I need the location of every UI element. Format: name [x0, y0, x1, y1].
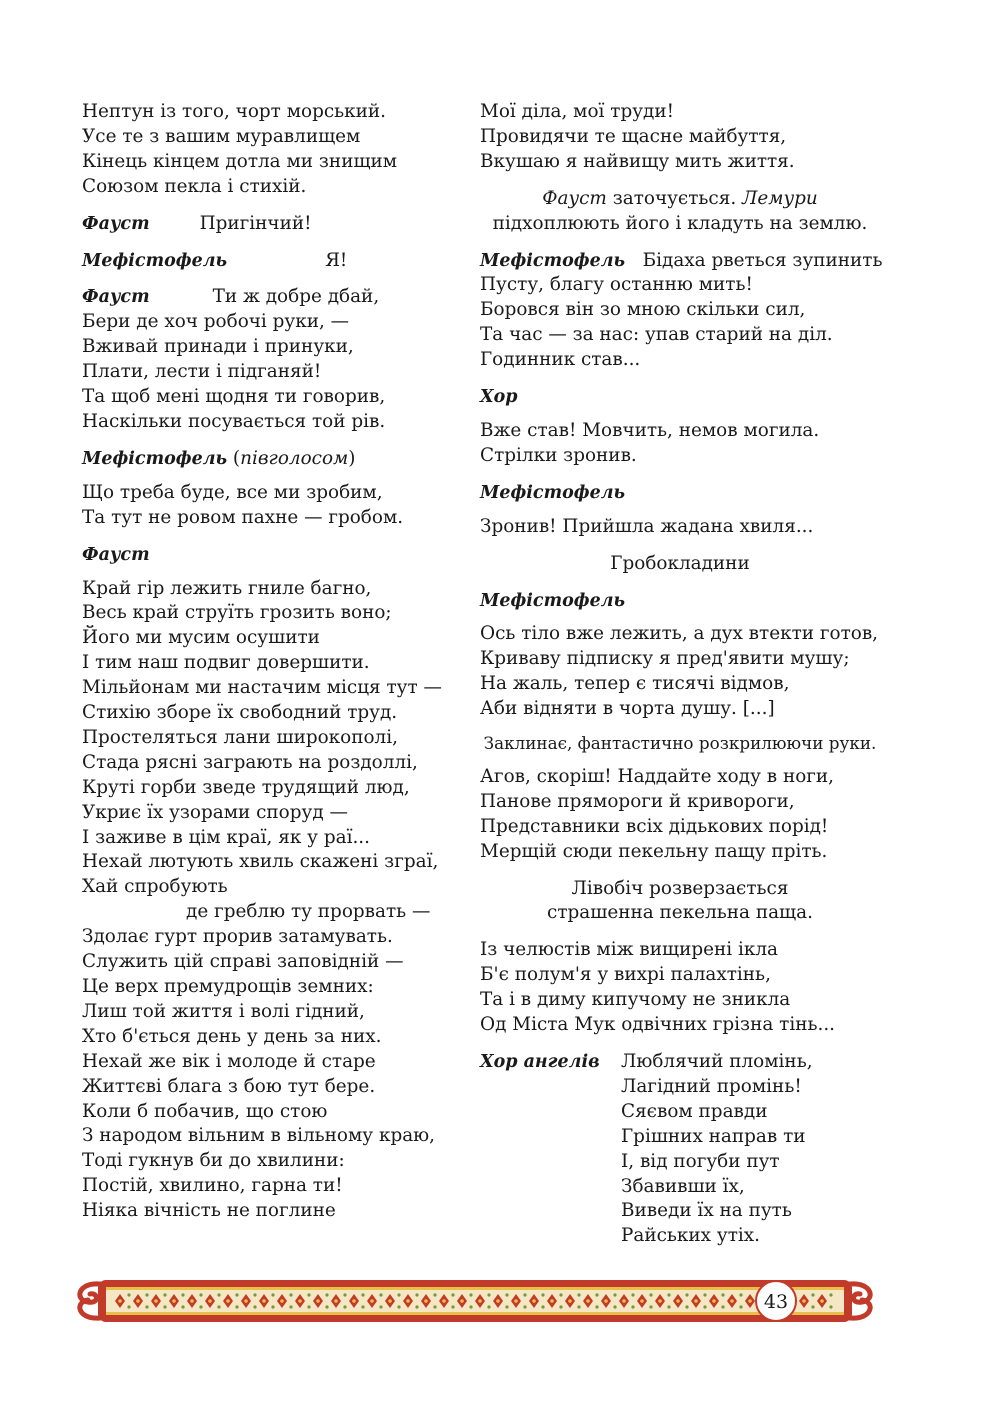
verse-line: Збавивши їх, [621, 1175, 745, 1197]
verse-line: Коли б побачив, що стою [82, 1100, 328, 1122]
speaker-name: Мефістофель [480, 250, 626, 271]
verse-line: Мої діла, мої труди! [480, 101, 675, 122]
verse-line: Життєві блага з бою тут бере. [82, 1075, 376, 1097]
verse-line: Зронив! Прийшла жадана хвиля... [480, 515, 814, 537]
verse-line: Наскільки посувається той рів. [82, 410, 386, 432]
stage-direction: Лівобіч розверзається [571, 877, 789, 899]
verse-line: Панове прямороги й кривороги, [480, 790, 795, 812]
verse-line: Криваву підписку я пред'явити мушу; [480, 648, 850, 670]
verse-line: На жаль, тепер є тисячі відмов, [480, 673, 790, 695]
speech-line [82, 285, 442, 310]
verse-line: Із челюстів між вищирені ікла [480, 939, 779, 961]
verse-line: Та і в диму кипучому не зникла [480, 989, 791, 1011]
speaker-name: Мефістофель [480, 482, 626, 503]
page-number: 43 [763, 1291, 789, 1313]
verse-line: Ось тіло вже лежить, а дух втекти готов, [480, 623, 879, 645]
speech-line [82, 212, 442, 237]
speech-line [480, 249, 883, 274]
left-column [82, 100, 442, 1224]
verse-line: Стада рясні заграють на роздоллі, [82, 751, 418, 773]
verse-line: Служить цій справі заповідній — [82, 951, 404, 973]
speech-line [82, 249, 442, 274]
folk-ornament-band [70, 1270, 880, 1332]
speaker-name: Мефістофель [480, 590, 626, 611]
verse-line: Виведи їх на путь [621, 1200, 792, 1222]
speaker-name: Фауст [82, 213, 150, 234]
verse-line: Стрілки зронив. [480, 444, 637, 466]
verse-line: Постій, хвилино, гарна ти! [82, 1175, 343, 1197]
stage-direction: страшенна пекельна паща. [547, 902, 813, 924]
right-scroll-ornament [850, 1284, 870, 1318]
verse-line: Простеляться лани широкополі, [82, 726, 398, 748]
stage-direction: підхоплюють його і кладуть на землю. [492, 212, 868, 234]
stage-direction: Фауст заточується. Лемури [542, 187, 818, 209]
verse-line: Вже став! Мовчить, немов могила. [480, 419, 820, 441]
speaker-name: Мефістофель [82, 250, 228, 271]
verse-line: Од Міста Мук одвічних грізна тінь... [480, 1014, 836, 1036]
verse-line: І, від погуби пут [621, 1150, 780, 1172]
verse-text: Ти ж добре дбай, [212, 286, 380, 308]
verse-line: Представники всіх дідькових порід! [480, 815, 829, 837]
verse-line: Нехай же вік і молоде й старе [82, 1050, 376, 1072]
verse-line: Тоді гукнув би до хвилини: [82, 1150, 345, 1172]
verse-line: Здолає гурт прорив затамувать. [82, 926, 393, 948]
verse-line: Хай спробують [82, 876, 228, 898]
choir-block [480, 1050, 880, 1249]
verse-line: З народом вільним в вільному краю, [82, 1125, 436, 1147]
verse-line: Та щоб мені щодня ти говорив, [82, 386, 386, 408]
verse-line: Край гір лежить гниле багно, [82, 577, 372, 599]
verse-line: Усе те з вашим муравлищем [82, 125, 361, 147]
stage-direction: Заклинає, фантастично розкрилюючи руки. [483, 733, 877, 754]
verse-line: Люблячий пломінь, [621, 1051, 813, 1072]
verse-line: Ніяка вічність не поглине [82, 1200, 336, 1222]
left-scroll-ornament [80, 1284, 100, 1318]
verse-line: Лагідний промінь! [621, 1075, 802, 1097]
verse-line: Нехай лютують хвиль скажені зграї, [82, 851, 439, 873]
speaker-name: Хор ангелів [480, 1052, 600, 1072]
verse-line: де греблю ту прорвать — [186, 901, 431, 923]
speaker-name: Мефістофель [82, 448, 228, 469]
verse-line: Та тут не ровом пахне — гробом. [82, 506, 404, 528]
verse-text: Бідаха рветься зупинить [642, 249, 883, 271]
verse-line: Вживай принади і принуки, [82, 336, 354, 358]
verse-line: Грішних направ ти [621, 1125, 806, 1147]
verse-line: Це верх премудрощів земних: [82, 976, 374, 997]
verse-line: Сяєвом правди [621, 1100, 768, 1122]
verse-line: Мільйонам ми настачим місця тут — [82, 677, 442, 699]
speaker-name: Хор [480, 387, 518, 408]
verse-line: І заживе в цім краї, як у раї... [82, 826, 370, 848]
verse-line: Пусту, благу останню мить! [480, 274, 753, 296]
speaker-name: Фауст [82, 287, 150, 308]
verse-line: Союзом пекла і стихій. [82, 175, 307, 197]
verse-text: Пригінчий! [199, 212, 312, 234]
verse-line: Бери де хоч робочі руки, — [82, 311, 350, 333]
verse-line: Його ми мусим осушити [82, 627, 320, 649]
verse-line: Агов, скоріш! Наддайте ходу в ноги, [480, 765, 835, 787]
verse-line: Провидячи те щасне майбуття, [480, 125, 787, 147]
verse-line: Годинник став... [480, 349, 641, 371]
verse-line: Вкушаю я найвищу мить життя. [480, 150, 795, 172]
verse-line: Нептун із того, чорт морський. [82, 101, 387, 122]
verse-line: Мерщій сюди пекельну пащу пріть. [480, 840, 828, 862]
verse-line: Хто б'ється день у день за них. [82, 1025, 382, 1047]
verse-line: Аби відняти в чорта душу. [...] [480, 698, 775, 720]
verse-line: Райських утіх. [621, 1225, 760, 1247]
speaker-line: Мефістофель (півголосом) [82, 447, 356, 469]
verse-line: Укриє їх узорами споруд — [82, 801, 348, 823]
verse-line: Весь край струїть грозить воно; [82, 602, 392, 624]
verse-line: Та час — за нас: упав старий на діл. [480, 324, 833, 346]
stage-direction: півголосом [240, 447, 349, 469]
verse-line: Плати, лести і підганяй! [82, 361, 322, 383]
verse-line: Круті горби зведе трудящий люд, [82, 776, 410, 798]
verse-text: Я! [325, 249, 348, 271]
verse-line: Лиш той життя і волі гідний, [82, 1000, 365, 1022]
stage-direction: Гробокладини [610, 552, 750, 574]
right-column [480, 100, 883, 1249]
verse-line: Що треба буде, все ми зробим, [82, 481, 383, 503]
verse-line: Стихію зборе їх свободний труд. [82, 702, 398, 724]
verse-line: Кінець кінцем дотла ми знищим [82, 150, 398, 172]
footer-ornament [70, 1270, 880, 1332]
speaker-name: Фауст [82, 544, 150, 565]
verse-line: Боровся він зо мною скільки сил, [480, 299, 806, 321]
verse-line: І тим наш подвиг довершити. [82, 652, 370, 674]
verse-line: Б'є полум'я у вихрі палахтінь, [480, 964, 771, 986]
